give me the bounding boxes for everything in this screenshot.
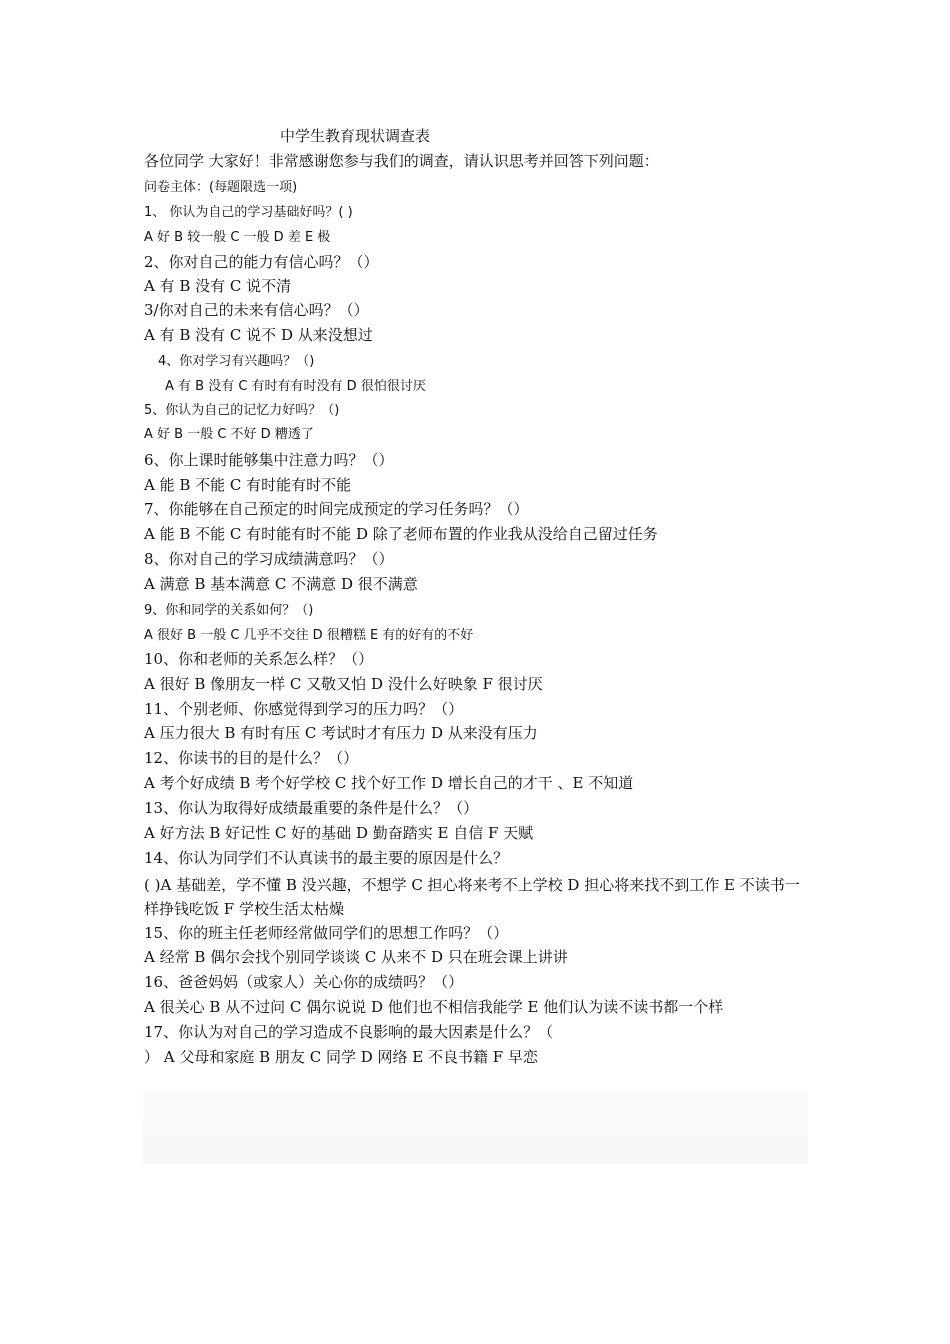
question-8: 8、你对自己的学习成绩满意吗？（） [144, 550, 394, 568]
answer-options-17: ） A 父母和家庭 B 朋友 C 同学 D 网络 E 不良书籍 F 早恋 [144, 1048, 538, 1066]
answer-options-4: A 有 B 没有 C 有时有有时没有 D 很怕很讨厌 [165, 379, 426, 394]
question-9: 9、你和同学的关系如何？（) [144, 603, 314, 618]
answer-options-16: A 很关心 B 从不过问 C 偶尔说说 D 他们也不相信我能学 E 他们认为读不读书都一个样 [144, 998, 724, 1016]
answer-options-14: ( )A 基础差，学不懂 B 没兴趣，不想学 C 担心将来考不上学校 D 担心将来找不到工作 E 不读书一样挣钱吃饭 F 学校生活太枯燥 [144, 876, 800, 918]
question-10: 10、你和老师的关系怎么样？（） [144, 650, 374, 668]
question-6: 6、你上课时能够集中注意力吗？（） [144, 451, 394, 469]
answer-options-3: A 有 B 没有 C 说不 D 从来没想过 [144, 326, 373, 344]
question-2: 2、你对自己的能力有信心吗？（） [144, 253, 379, 271]
question-15: 15、你的班主任老师经常做同学们的思想工作吗？（） [144, 924, 509, 942]
answer-options-13: A 好方法 B 好记性 C 好的基础 D 勤奋踏实 E 自信 F 天赋 [144, 824, 534, 842]
answer-options-9: A 很好 B 一般 C 几乎不交往 D 很糟糕 E 有的好有的不好 [144, 628, 474, 643]
subject-note: 问卷主体：(每题限选一项) [144, 180, 298, 195]
question-13: 13、你认为取得好成绩最重要的条件是什么？（） [144, 799, 479, 817]
page-title: 中学生教育现状调查表 [280, 127, 431, 145]
answer-options-2: A 有 B 没有 C 说不清 [144, 277, 292, 295]
answer-options-11: A 压力很大 B 有时有压 C 考试时才有压力 D 从来没有压力 [144, 724, 538, 742]
answer-options-1: A 好 B 较一般 C 一般 D 差 E 极 [144, 230, 331, 245]
question-17: 17、你认为对自己的学习造成不良影响的最大因素是什么？（ [144, 1023, 554, 1041]
question-11: 11、个别老师、你感觉得到学习的压力吗？（） [144, 700, 464, 718]
question-3: 3/你对自己的未来有信心吗？（） [144, 301, 369, 319]
answer-options-10: A 很好 B 像朋友一样 C 又敬又怕 D 没什么好映象 F 很讨厌 [144, 675, 543, 693]
question-7: 7、你能够在自己预定的时间完成预定的学习任务吗？（） [144, 500, 529, 518]
question-4: 4、你对学习有兴趣吗？（) [158, 354, 315, 369]
question-5: 5、你认为自己的记忆力好吗？（) [144, 403, 340, 418]
answer-options-5: A 好 B 一般 C 不好 D 糟透了 [144, 427, 314, 442]
question-16: 16、爸爸妈妈（或家人）关心你的成绩吗？（） [144, 973, 464, 991]
answer-options-12: A 考个好成绩 B 考个好学校 C 找个好工作 D 增长自己的才干 、E 不知道 [144, 774, 634, 792]
greeting: 各位同学 大家好！非常感谢您参与我们的调查，请认识思考并回答下列问题： [144, 152, 659, 170]
answer-options-7: A 能 B 不能 C 有时能有时不能 D 除了老师布置的作业我从没给自己留过任务 [144, 525, 658, 543]
footer-shaded-area [143, 1090, 808, 1164]
question-12: 12、你读书的目的是什么？（） [144, 749, 359, 767]
answer-options-15: A 经常 B 偶尔会找个别同学谈谈 C 从来不 D 只在班会课上讲讲 [144, 948, 568, 966]
answer-options-6: A 能 B 不能 C 有时能有时不能 [144, 476, 352, 494]
question-1: 1、 你认为自己的学习基础好吗？( ) [144, 205, 353, 220]
answer-options-8: A 满意 B 基本满意 C 不满意 D 很不满意 [144, 575, 418, 593]
question-14: 14、你认为同学们不认真读书的最主要的原因是什么？ [144, 849, 509, 867]
